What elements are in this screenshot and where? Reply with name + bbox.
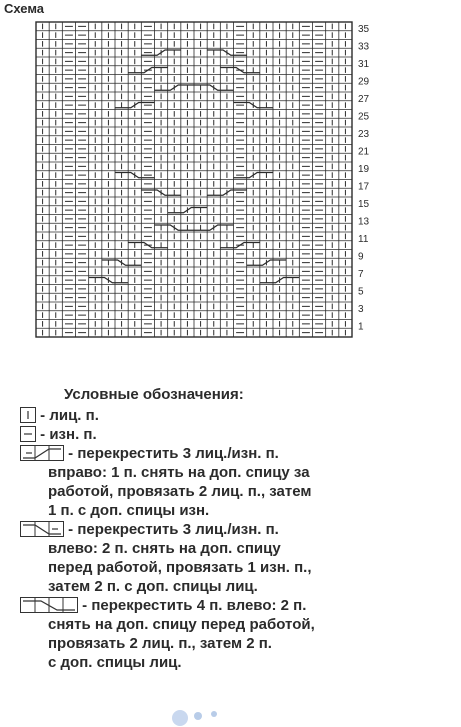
knitting-chart (0, 0, 461, 360)
row-number: 11 (358, 233, 369, 245)
legend-item-purl: - изн. п. (20, 425, 460, 444)
row-number: 29 (358, 76, 370, 88)
cable-cross-stroke (220, 68, 260, 73)
row-number: 5 (358, 286, 364, 298)
row-number: 33 (358, 41, 370, 53)
legend-item-cross-3-left: - перекрестить 3 лиц./изн. п. влево: 2 п. снять на доп. спицу перед работой, провязать 1 изн. п., затем 2 п. с доп. спицы лиц. (20, 520, 460, 596)
cross-3-right-icon (20, 445, 64, 461)
row-number: 19 (358, 163, 370, 175)
dot-icon (194, 712, 202, 720)
purl-symbol-icon (20, 426, 36, 442)
cable-cross-stroke (128, 243, 168, 248)
row-number: 1 (358, 321, 364, 333)
row-number: 21 (358, 146, 370, 158)
row-number: 25 (358, 111, 370, 123)
chart-title: Схема (4, 1, 45, 16)
row-numbers (358, 24, 370, 333)
cable-cross-stroke (220, 243, 260, 248)
row-number: 23 (358, 128, 370, 140)
row-number: 17 (358, 181, 370, 193)
row-number: 7 (358, 268, 364, 280)
dot-icon (211, 711, 217, 717)
legend-item-cross-4-left: - перекрестить 4 п. влево: 2 п. снять на доп. спицу перед работой, провязать 2 лиц. п., затем 2 п. с доп. спицы лиц. (20, 596, 460, 672)
cross-3-left-icon (20, 521, 64, 537)
cross-4-left-icon (20, 597, 78, 613)
row-number: 15 (358, 198, 370, 210)
row-number: 9 (358, 251, 364, 263)
legend-heading: Условные обозначения: (64, 386, 244, 403)
legend-item-knit: - лиц. п. (20, 406, 460, 425)
row-number: 31 (358, 58, 370, 70)
row-number: 13 (358, 216, 370, 228)
dot-icon (172, 710, 188, 726)
decorative-dots (168, 702, 228, 727)
legend (20, 385, 460, 672)
chart-grid (36, 22, 352, 337)
cable-cross-stroke (128, 68, 168, 73)
knit-symbol-icon (20, 407, 36, 423)
row-number: 3 (358, 303, 364, 315)
legend-item-cross-3-right: - перекрестить 3 лиц./изн. п. вправо: 1 п. снять на доп. спицу за работой, провязать 2 лиц. п., затем 1 п. с доп. спицы изн. (20, 444, 460, 520)
row-number: 27 (358, 93, 370, 105)
row-number: 35 (358, 23, 370, 35)
